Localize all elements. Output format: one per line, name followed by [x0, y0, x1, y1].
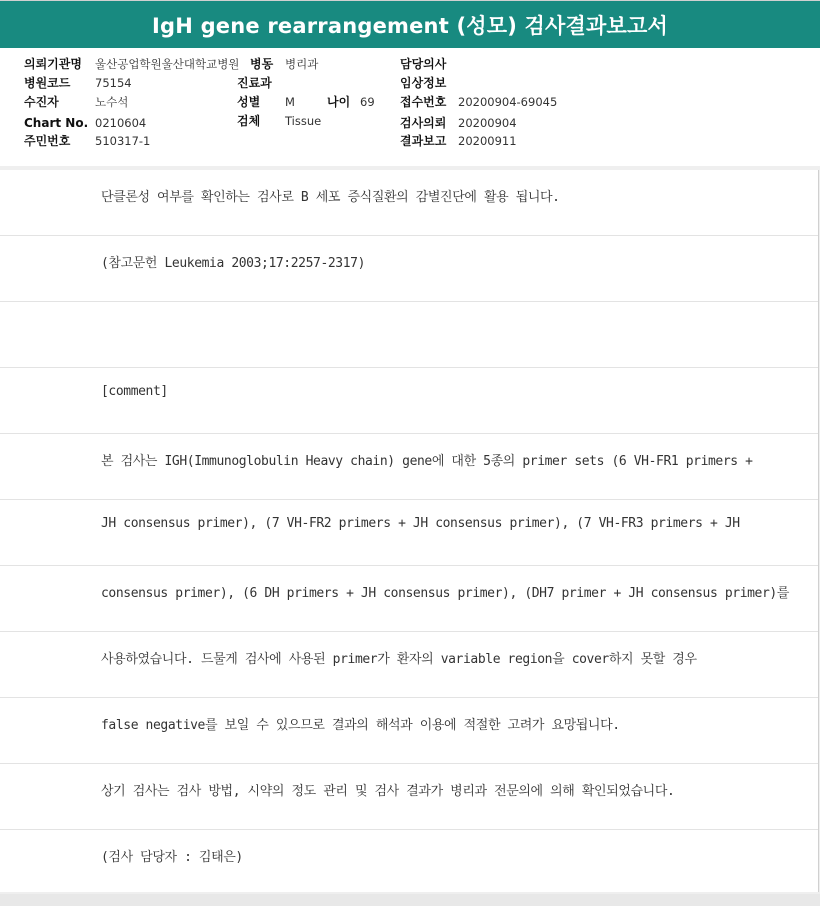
sex-value: M: [285, 95, 295, 109]
report-line-text: 본 검사는 IGH(Immunoglobulin Heavy chain) gene에 대한 5종의 primer sets (6 VH-FR1 primers +: [101, 454, 753, 469]
report-line: [0, 632, 818, 698]
clinical-info-label: 임상정보: [400, 76, 447, 90]
age-value: 69: [360, 95, 375, 109]
doctor-label: 담당의사: [400, 57, 447, 71]
resident-no-value: 510317-1: [95, 134, 151, 148]
department-label: 진료과: [237, 76, 272, 90]
request-label: 검사의뢰: [400, 116, 447, 130]
report-sheet: [0, 170, 819, 892]
institution-label: 의뢰기관명: [24, 57, 82, 71]
report-line: [0, 170, 818, 236]
chart-no-value: 0210604: [95, 116, 147, 130]
report-line-text: (참고문헌 Leukemia 2003;17:2257-2317): [101, 256, 366, 271]
specimen-label: 검체: [237, 114, 261, 128]
report-line: [0, 566, 818, 632]
report-line: [0, 434, 818, 500]
report-line-text: false negative를 보일 수 있으므로 결과의 해석과 이용에 적절한 고려가 요망됩니다.: [101, 718, 620, 733]
report-line: [0, 830, 818, 896]
age-label: 나이: [327, 95, 351, 109]
report-date-value: 20200911: [458, 134, 517, 148]
report-title-bar: [0, 0, 820, 48]
receipt-no-label: 접수번호: [400, 95, 447, 109]
report-line-text: (검사 담당자 : 김태은): [101, 850, 243, 865]
report-line-text: 단클론성 여부를 확인하는 검사로 B 세포 증식질환의 감별진단에 활용 됩니다.: [101, 190, 560, 205]
ward-value: 병리과: [285, 57, 319, 71]
report-line-text: consensus primer), (6 DH primers + JH consensus primer), (DH7 primer + JH consensus primer)를: [101, 586, 789, 601]
resident-no-label: 주민번호: [24, 134, 71, 148]
report-line: [0, 500, 818, 566]
report-line-text: 사용하였습니다. 드물게 검사에 사용된 primer가 환자의 variable region을 cover하지 못할 경우: [101, 652, 697, 667]
report-line: [0, 368, 818, 434]
report-line-text: [comment]: [101, 384, 168, 399]
report-line-text: JH consensus primer), (7 VH-FR2 primers + JH consensus primer), (7 VH-FR3 primers + JH: [101, 516, 740, 531]
horizontal-scrollbar[interactable]: [0, 894, 820, 906]
ward-label: 병동: [250, 57, 274, 71]
report-title: IgH gene rearrangement (성모) 검사결과보고서: [152, 13, 668, 38]
hospital-code-value: 75154: [95, 76, 132, 90]
report-line: [0, 302, 818, 368]
request-value: 20200904: [458, 116, 517, 130]
report-line: [0, 236, 818, 302]
report-date-label: 결과보고: [400, 134, 447, 148]
report-line: [0, 764, 818, 830]
patient-info-panel: [0, 48, 820, 167]
chart-no-label: Chart No.: [24, 116, 89, 130]
receipt-no-value: 20200904-69045: [458, 95, 558, 109]
sex-label: 성별: [237, 95, 261, 109]
examinee-value: 노수석: [95, 95, 129, 109]
report-line: [0, 698, 818, 764]
report-body-area: [0, 166, 820, 906]
institution-value: 울산공업학원울산대학교병원: [95, 57, 240, 71]
specimen-value: Tissue: [285, 114, 322, 128]
hospital-code-label: 병원코드: [24, 76, 71, 90]
examinee-label: 수진자: [24, 95, 59, 109]
report-line-text: 상기 검사는 검사 방법, 시약의 정도 관리 및 검사 결과가 병리과 전문의에 의해 확인되었습니다.: [101, 784, 675, 799]
